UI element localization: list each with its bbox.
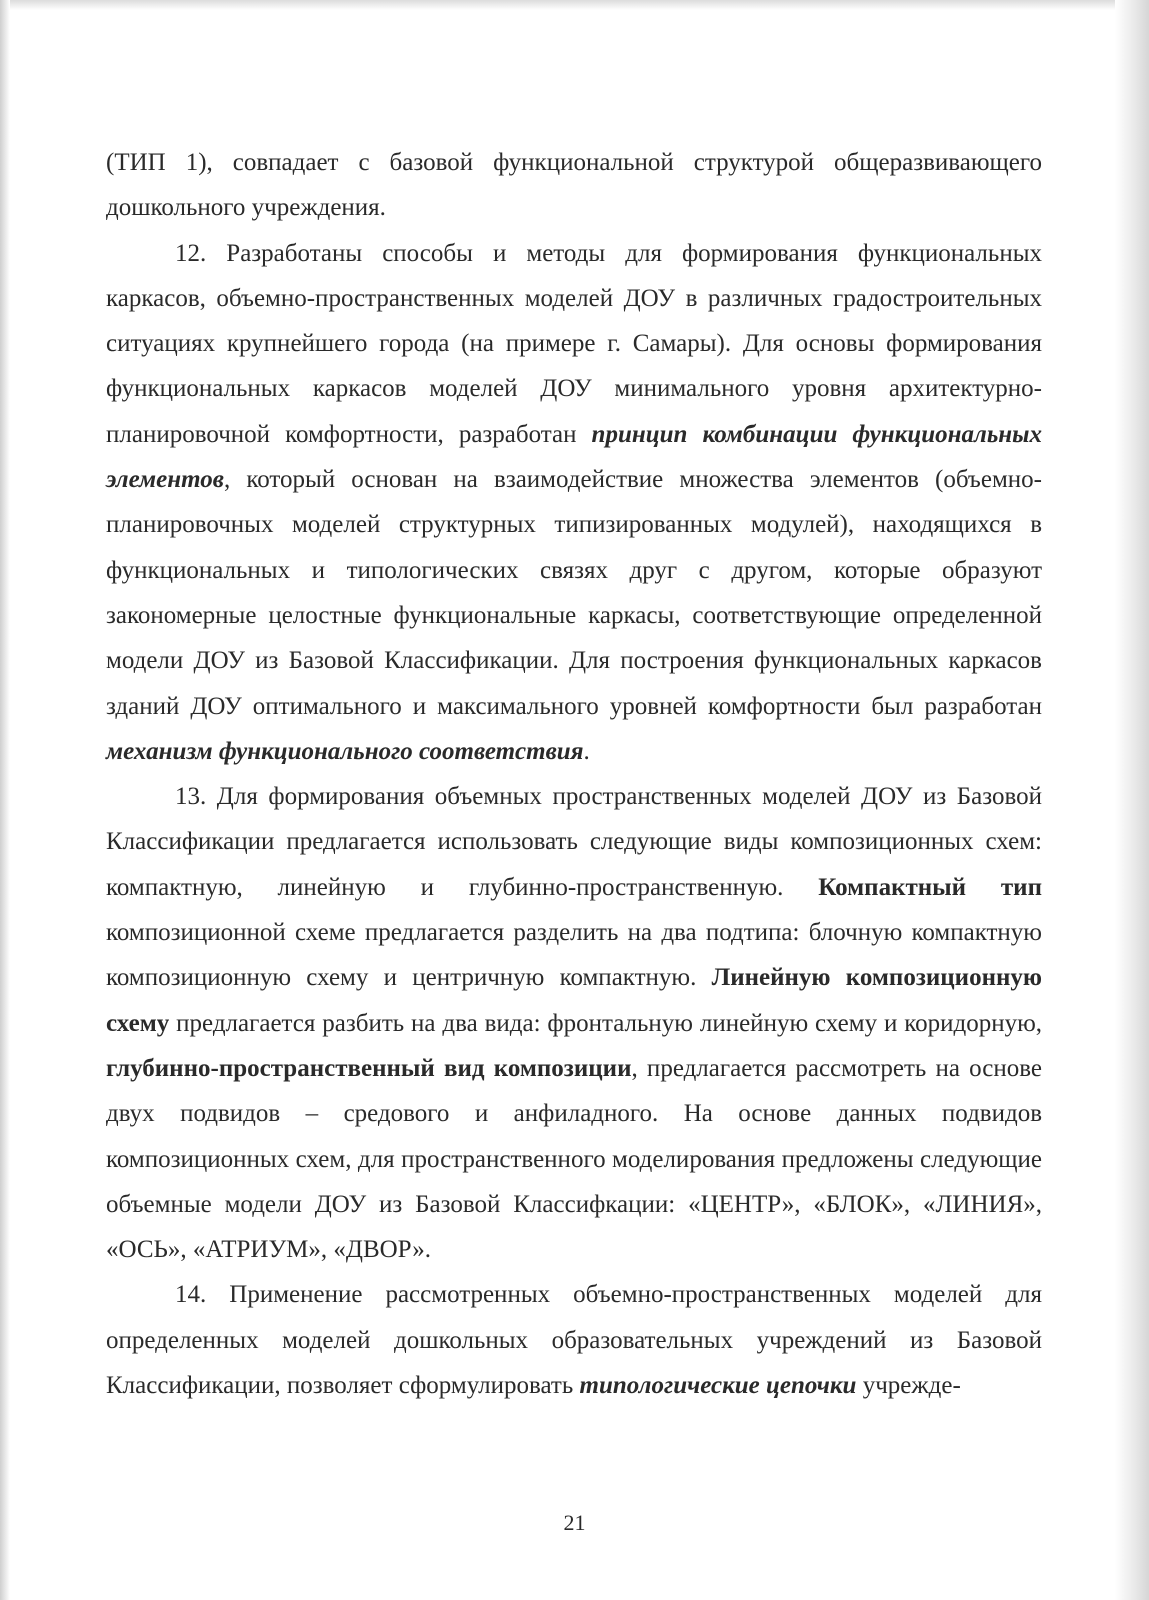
term-combination-principle: принцип комбинации функциональных элементов [106, 420, 1042, 494]
paragraph-text: 14. Применение рассмотренных объемно-пространственных моделей для определенных моделей дошкольных образовательных учреждений из Базовой Классификации, позволяет сформулировать [106, 1281, 1042, 1400]
term-typological-chains: типологические цепочки [579, 1372, 857, 1400]
paragraph-text: 13. Для формирования объемных пространственных моделей ДОУ из Базовой Классификации предлагается использовать следующие виды композиционных схем: компактную, линейную и глубинно-пространственную. [106, 783, 1042, 901]
paragraph-text: предлагается разбить на два вида: фронтальную линейную схему и коридорную, [169, 1009, 1042, 1037]
paragraph-14 [106, 1272, 1042, 1408]
term-linear-scheme: Линейную композиционную схему [106, 964, 1042, 1037]
paragraph-text: (ТИП 1), совпадает с базовой функциональной структурой общеразвивающего дошкольного учреждения. [106, 149, 1042, 222]
paragraph-12 [106, 231, 1042, 775]
paragraph-text: , который основан на взаимодействие множества элементов (объемно-планировочных моделей структурных типизированных модулей), находящихся в функциональных и типологических связях друг с другом, которые образуют закономерные целостные функциональные каркасы, соответствующие определенной модели ДОУ из Базовой Классификации. Для построения функциональных каркасов зданий ДОУ оптимального и максимального уровней комфортности был разработан [106, 466, 1042, 720]
term-correspondence-mechanism: механизм функционального соответствия [106, 737, 584, 765]
paragraph-text: . [583, 737, 590, 765]
scan-edge-right [1115, 0, 1149, 1600]
paragraph-text: композиционной схеме предлагается разделить на два подтипа: блочную компактную композиционную схему и центричную компактную. [106, 919, 1042, 992]
paragraph-text: 12. Разработаны способы и методы для формирования функциональных каркасов, объемно-пространственных моделей ДОУ в различных градостроительных ситуациях крупнейшего города (на примере г. Самары). Для основы формирования функциональных каркасов моделей ДОУ минимального уровня архитектурно-планировочной комфортности, разработан [106, 239, 1042, 448]
term-depth-spatial: глубинно-пространственный вид композиции [106, 1054, 632, 1082]
term-compact-type: Компактный тип [818, 873, 1042, 901]
scan-edge-left [0, 0, 10, 1600]
paragraph-text: , предлагается рассмотреть на основе двух подвидов – средового и анфиладного. На основе данных подвидов композиционных схем, для пространственного моделирования предложены следующие объемные модели ДОУ из Базовой Классифкации: «ЦЕНТР», «БЛОК», «ЛИНИЯ», «ОСЬ», «АТРИУМ», «ДВОР». [106, 1054, 1043, 1264]
paragraph-continuation [106, 140, 1042, 231]
page-body [106, 140, 1042, 1408]
page-number: 21 [563, 1510, 586, 1535]
scan-edge-top [0, 0, 1149, 10]
paragraph-13 [106, 774, 1042, 1272]
paragraph-text: учрежде- [856, 1372, 961, 1400]
